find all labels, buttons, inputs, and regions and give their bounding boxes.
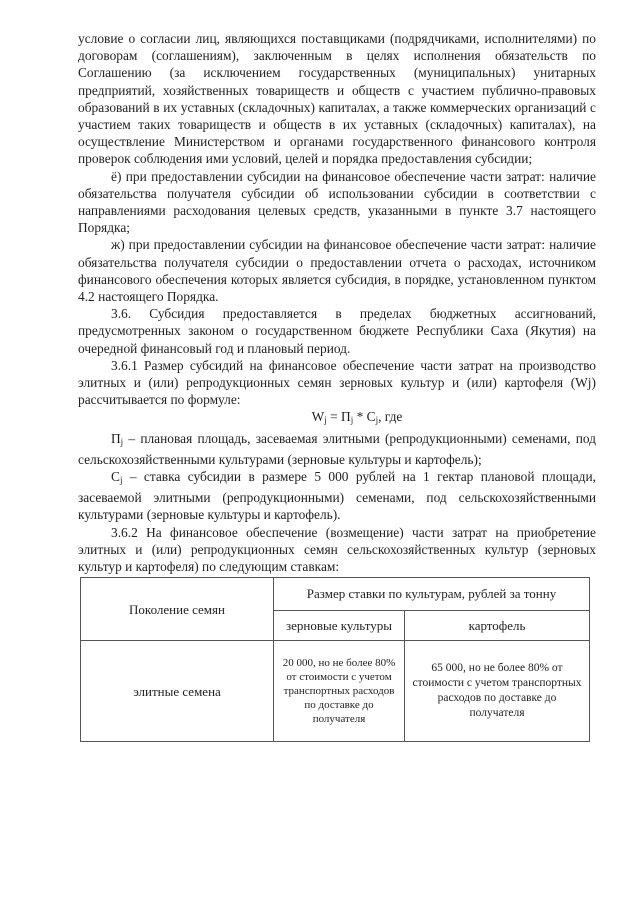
definition-rate-sub: j — [119, 475, 123, 486]
paragraph-3-6-1: 3.6.1 Размер субсидий на финансовое обеспечение части затрат на производство элитных и (или) репродукционных семян зерновых культур и (или) картофеля (Wj) рассчитывается по формуле: — [78, 357, 596, 408]
formula-eq: = П — [326, 409, 351, 425]
table-header-group: Размер ставки по культурам, рублей за тонну — [274, 578, 590, 611]
definition-area-sub: j — [120, 436, 124, 447]
table-header-row — [81, 578, 590, 611]
table-header-grain: зерновые культуры — [274, 610, 405, 640]
table-cell-generation: элитные семена — [81, 641, 274, 742]
table-cell-grain: 20 000, но не более 80% от стоимости с учетом транспортных расходов по доставке до получателя — [274, 641, 405, 742]
paragraph-zh: ж) при предоставлении субсидии на финансовое обеспечение части затрат: наличие обязательства получателя субсидии о предоставлении отчета о расходах, источником финансового обеспечения которых является субсидия, в порядке, установленном пунктом 4.2 настоящего Порядка. — [78, 237, 596, 305]
formula-lhs-sub: j — [324, 415, 327, 426]
definition-area-symbol: П — [111, 430, 121, 446]
formula — [78, 408, 596, 429]
paragraph-3-6-2: 3.6.2 На финансовое обеспечение (возмещение) части затрат на приобретение элитных и (или) репродукционных семян сельскохозяйственных культур (зерновых культур и картофеля) по следующим ставкам: — [78, 524, 596, 575]
paragraph-yo: ё) при предоставлении субсидии на финансовое обеспечение части затрат: наличие обязательства получателя субсидии об использовании субсидии в соответствии с направлениями расходования целевых средств, указанными в пункте 3.7 настоящего Порядка; — [78, 168, 596, 236]
formula-tail: , где — [378, 409, 403, 425]
definition-rate-symbol: C — [111, 469, 120, 485]
document-page — [78, 30, 596, 742]
definition-area — [78, 430, 596, 468]
formula-mul: * C — [353, 409, 376, 425]
paragraph-consent: условие о согласии лиц, являющихся поставщиками (подрядчиками, исполнителями) по договорам (соглашениям), заключенным в целях исполнения обязательств по Соглашению (за исключением государственных (муниципальных) унитарных предприятий, хозяйственных товариществ и обществ с участием публично-правовых образований в их уставных (складочных) капиталах, а также коммерческих организаций с участием таких товариществ и обществ в их уставных (складочных) капиталах), на осуществление Министерством и органами государственного финансового контроля проверок соблюдения ими условий, целей и порядка предоставления субсидии; — [78, 31, 596, 167]
formula-mid-sub: j — [350, 415, 354, 426]
table-header-generation: Поколение семян — [81, 578, 274, 641]
table-row — [81, 641, 590, 742]
rates-table — [80, 577, 590, 742]
table-header-potato: картофель — [405, 610, 590, 640]
definition-rate-text: – ставка субсидии в размере 5 000 рублей на 1 гектар плановой площади, засеваемой элитными (репродукционными) семенами, под сельскохозяйственными культурами (зерновые культуры и картофель). — [78, 469, 596, 523]
definition-rate — [78, 468, 596, 524]
formula-rhs-sub: j — [375, 415, 379, 426]
definition-area-text: – плановая площадь, засеваемая элитными (репродукционными) семенами, под сельскохозяйственными культурами (зерновые культуры и картофель); — [78, 430, 596, 467]
paragraph-3-6: 3.6. Субсидия предоставляется в пределах бюджетных ассигнований, предусмотренных законом о государственном бюджете Республики Саха (Якутия) на очередной финансовый год и плановый период. — [78, 306, 596, 356]
table-cell-potato: 65 000, но не более 80% от стоимости с учетом транспортных расходов по доставке до получателя — [405, 641, 590, 742]
formula-lhs: W — [311, 409, 325, 425]
